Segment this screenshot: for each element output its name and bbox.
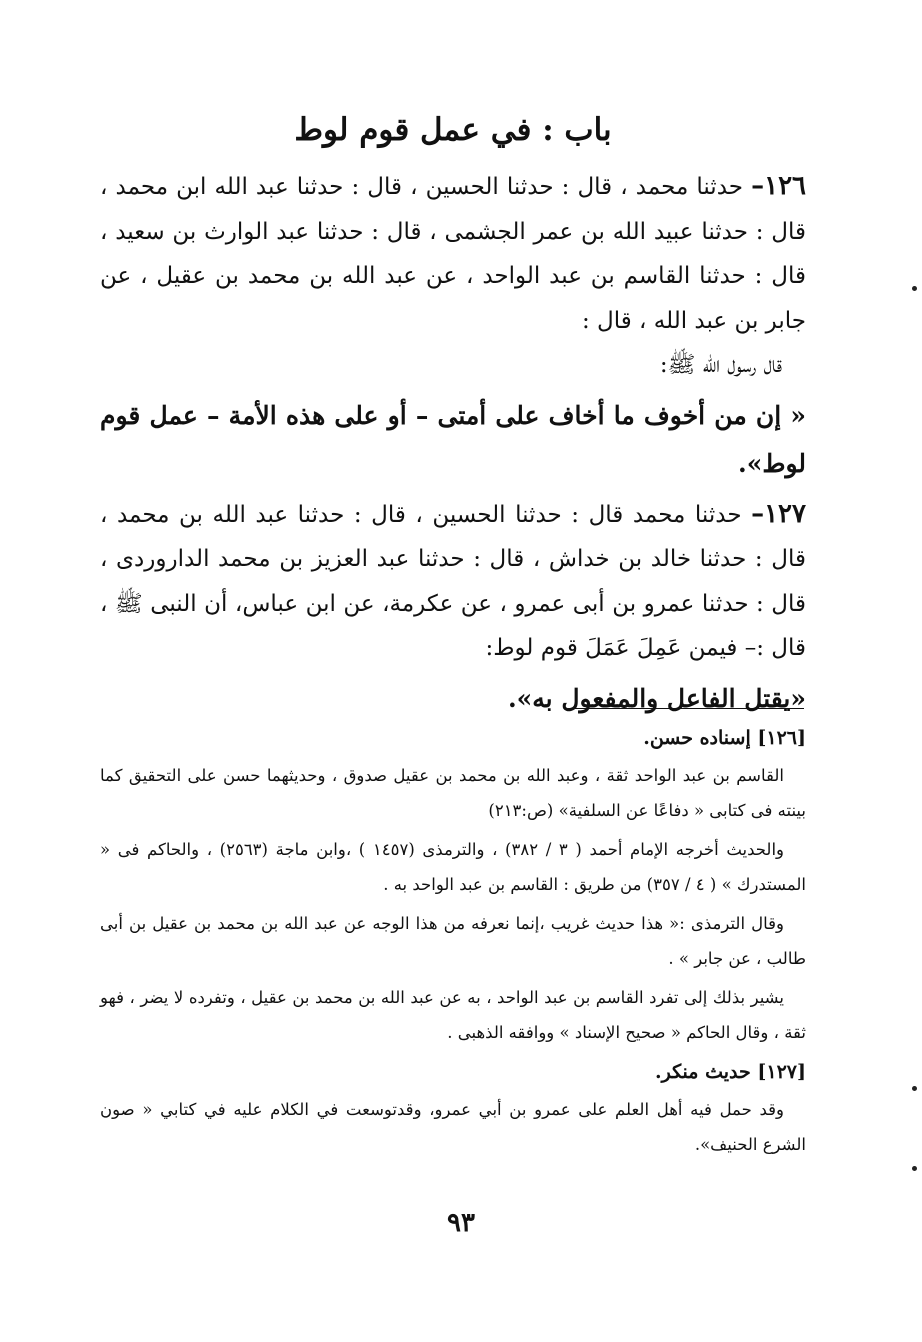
hadith-126-chain	[100, 164, 806, 343]
note-verdict: إسناده حسن.	[643, 727, 751, 749]
note-paragraph: والحديث أخرجه الإمام أحمد ( ٣ / ٣٨٢) ، والترمذى (١٤٥٧ ) ،وابن ماجة (٢٥٦٣) ، والحاكم فى « المستدرك » ( ٤ / ٣٥٧) من طريق : القاسم بن عبد الواحد به .	[100, 840, 806, 894]
main-text	[100, 164, 806, 727]
footnote-divider	[568, 708, 804, 709]
hadith-127-text: «يقتل الفاعل والمفعول به».	[507, 683, 806, 713]
note-verdict: حديث منكر.	[654, 1061, 751, 1083]
chapter-title: باب : في عمل قوم لوط	[294, 112, 612, 148]
hadith-127-chain	[100, 492, 806, 671]
scan-speck	[912, 1166, 917, 1171]
footnotes	[100, 720, 806, 1166]
note-126-heading	[100, 720, 806, 756]
hadith-number: ١٢٧–	[751, 498, 806, 529]
note-paragraph: القاسم بن عبد الواحد ثقة ، وعبد الله بن محمد بن عقيل صدوق ، وحديثهما حسن على التحقيق كما بينته فى كتابى « دفاعًا عن السلفية» (ص:٢١٣)	[100, 766, 806, 820]
note-ref: [١٢٧]	[757, 1061, 806, 1083]
scan-speck	[912, 286, 917, 291]
scan-speck	[912, 1086, 917, 1091]
hadith-number: ١٢٦–	[751, 171, 807, 201]
note-paragraph: وقد حمل فيه أهل العلم على عمرو بن أبي عمرو، وقدتوسعت في الكلام عليه في كتابي « صون الشرع الحنيف».	[100, 1100, 806, 1154]
note-127-heading	[100, 1054, 806, 1090]
isnad-text: حدثنا محمد ، قال : حدثنا الحسين ، قال : حدثنا عبد الله ابن محمد ، قال : حدثنا عبيد الله بن عمر الجشمى ، قال : حدثنا عبد الوارث بن سعيد ، قال : حدثنا القاسم بن عبد الواحد ، عن عبد الله بن محمد بن عقيل ، عن جابر بن عبد الله ، قال :	[100, 174, 806, 334]
hadith-intro: قال رسول الله ﷺ:	[659, 352, 782, 378]
page-number: ٩٣	[447, 1208, 475, 1238]
isnad-text: حدثنا محمد قال : حدثنا الحسين ، قال : حدثنا عبد الله بن محمد ، قال : حدثنا خالد بن خداش ، قال : حدثنا عبد العزيز بن محمد الداروردى ، قال : حدثنا عمرو بن أبى عمرو ، عن عكرمة، عن ابن عباس، أن النبى ﷺ ، قال :– فيمن عَمِلَ عَمَلَ قوم لوط:	[100, 501, 806, 661]
note-paragraph: يشير بذلك إلى تفرد القاسم بن عبد الواحد ، به عن عبد الله بن محمد بن عقيل ، وتفرده لا يضر ، فهو ثقة ، وقال الحاكم « صحيح الإسناد » ووافقه الذهبى .	[100, 988, 806, 1042]
note-ref: [١٢٦]	[757, 727, 806, 749]
note-paragraph: وقال الترمذى :« هذا حديث غريب ،إنما نعرفه من هذا الوجه عن عبد الله بن محمد بن عقيل بن أبى طالب ، عن جابر » .	[100, 914, 806, 968]
hadith-126-text: « إن من أخوف ما أخاف على أمتى – أو على هذه الأمة – عمل قوم لوط».	[100, 400, 806, 478]
